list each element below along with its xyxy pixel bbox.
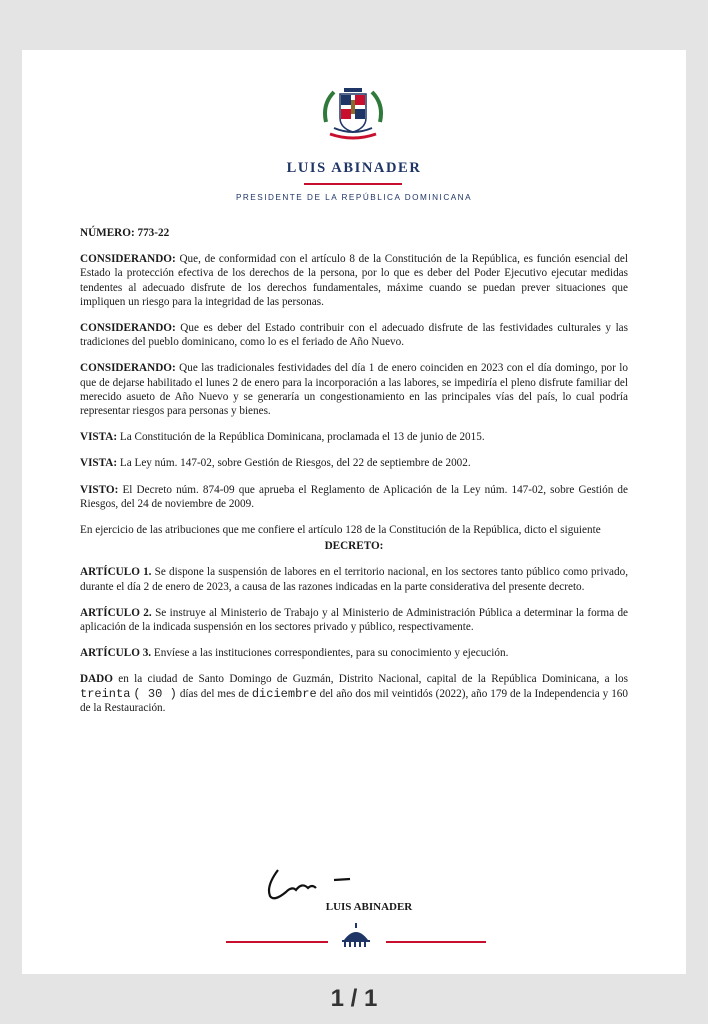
day-words: treinta (80, 686, 131, 701)
letterhead-subtitle: PRESIDENTE DE LA REPÚBLICA DOMINICANA (235, 193, 473, 202)
articulo-1: ARTÍCULO 1. Se dispone la suspensión de labores en el territorio nacional, en los sectores tanto público como privado, durante el día 2 de enero de 2023, a causa de las razones indicadas en la parte considerativa del presente decreto. (80, 566, 628, 593)
letterhead-name: LUIS ABINADER (286, 160, 422, 176)
coat-of-arms-icon (320, 82, 386, 146)
considerando-3: CONSIDERANDO: Que las tradicionales festividades del día 1 de enero coinciden en 2023 con el día domingo, por lo que de dejarse habilitado el lunes 2 de enero para la incorporación a las labores, se impediría el pleno disfrute familiar del merecido asueto de Año Nuevo y se generaría un congestionamiento en las principales vías del país, lo cual podría representar riesgos para personas y bienes. (80, 362, 628, 418)
document-page (22, 50, 686, 974)
vista-2: VISTA: La Ley núm. 147-02, sobre Gestión de Riesgos, del 22 de septiembre de 2002. (80, 457, 471, 470)
decree-number: NÚMERO: 773-22 (80, 227, 170, 239)
dado: DADO en la ciudad de Santo Domingo de Guzmán, Distrito Nacional, capital de la República Dominicana, a los treinta ( 30 ) días del mes de diciembre del año dos mil veintidós (2022), año 179 de la Independencia y 160 de la Restauración. (80, 673, 628, 714)
footer-line-right (386, 941, 486, 943)
signature-mark (256, 862, 386, 904)
document-body (80, 226, 628, 727)
footer-line-left (226, 941, 328, 943)
palace-dome-icon (336, 922, 376, 948)
articulo-3: ARTÍCULO 3. Envíese a las instituciones correspondientes, para su conocimiento y ejecución. (80, 647, 509, 660)
day-number: ( 30 ) (133, 686, 177, 701)
signatory-name: LUIS ABINADER (325, 901, 413, 913)
considerando-2: CONSIDERANDO: Que es deber del Estado contribuir con el adecuado disfrute de las festividades culturales y las tradiciones del pueblo dominicano, como lo es el feriado de Año Nuevo. (80, 322, 628, 349)
letterhead-divider (304, 183, 402, 185)
page-indicator: 1 / 1 (330, 985, 378, 1012)
vista-1: VISTA: La Constitución de la República Dominicana, proclamada el 13 de junio de 2015. (80, 431, 485, 444)
ejercicio: En ejercicio de las atribuciones que me confiere el artículo 128 de la Constitución de la República, dicto el siguiente (80, 524, 601, 537)
decreto-heading: DECRETO: (324, 540, 384, 553)
articulo-2: ARTÍCULO 2. Se instruye al Ministerio de Trabajo y al Ministerio de Administración Pública a determinar la forma de aplicación de la indicada suspensión en los sectores privado y público, respectivamente. (80, 606, 629, 634)
considerando-1: CONSIDERANDO: Que, de conformidad con el artículo 8 de la Constitución de la República, es función esencial del Estado la protección efectiva de los derechos de la persona, por lo que es deber del Poder Ejecutivo ejecutar medidas tendentes al adecuado disfrute de los derechos fundamentales, máxime cuando se puedan prever situaciones que impliquen un riesgo para la integridad de las personas. (80, 253, 628, 308)
month-handwritten: diciembre (251, 686, 317, 701)
visto: VISTO: El Decreto núm. 874-09 que aprueba el Reglamento de Aplicación de la Ley núm. 147-02, sobre Gestión de Riesgos, del 24 de noviembre de 2009. (80, 483, 628, 510)
